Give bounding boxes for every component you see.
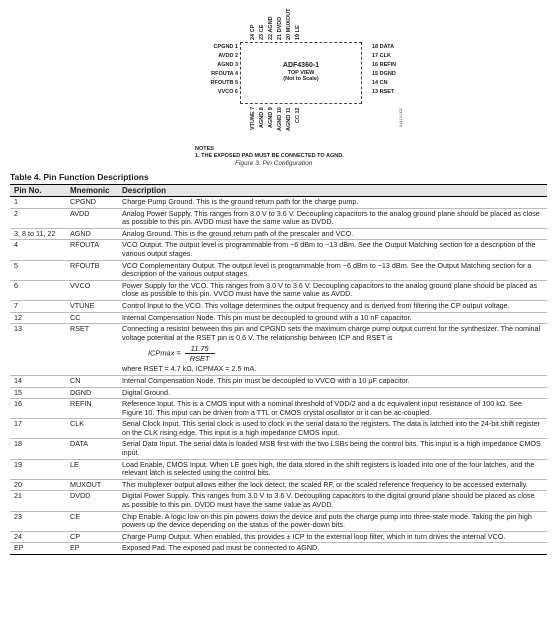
pin-number-cell: 21 [10,491,66,511]
pin-number-cell: EP [10,543,66,555]
mnemonic-cell: VTUNE [66,300,118,312]
bottom-pin: AGND 8 [259,107,265,128]
mnemonic-cell: EP [66,543,118,555]
description-text: Connecting a resistor between this pin and CPGND sets the maximum charge pump output current for the synthesizer. The nominal voltage potential at the RSET pin is 0.6 V. The relationship between ICP and RSET is [122,324,541,342]
description-cell: VCO Complementary Output. The output level is programmable from −6 dBm to −13 dBm. See the Output Matching section for a description of the various output stages. [118,260,547,280]
top-pin: 23 CE [259,24,265,40]
pin-number-cell: 16 [10,399,66,419]
description-cell: Power Supply for the VCO. This ranges from 3.0 V to 3.6 V. Decoupling capacitors to the analog ground plane should be placed as close as possible to this pin. VVCO must have the same value as AVDD. [118,280,547,300]
pin-number-cell: 14 [10,375,66,387]
header-pin-no: Pin No. [10,185,66,197]
pin-number-cell: 6 [10,280,66,300]
pin-number-cell: 2 [10,208,66,228]
mnemonic-cell: AVDD [66,208,118,228]
mnemonic-cell: CPGND [66,197,118,209]
mnemonic-cell: CE [66,511,118,531]
mnemonic-cell: CLK [66,419,118,439]
mnemonic-cell: RSET [66,324,118,376]
pin-number-cell: 12 [10,312,66,324]
description-cell: Digital Ground. [118,387,547,399]
notes-line: 1. THE EXPOSED PAD MUST BE CONNECTED TO AGND. [195,153,344,159]
left-pin: RFOUTB 5 [210,80,238,86]
mnemonic-cell: CC [66,312,118,324]
left-pin: VVCO 6 [217,89,238,95]
table-row [10,439,547,459]
formula-denominator: RSET [189,354,210,364]
table-row [10,419,547,439]
formula-note: where RSET = 4.7 kΩ, ICPMAX = 2.5 mA. [122,364,257,374]
description-cell: This multiplexer output allows either the lock detect, the scaled RF, or the scaled reference frequency to be accessed externally. [118,479,547,491]
mnemonic-cell: CP [66,531,118,543]
description-cell: Load Enable, CMOS Input. When LE goes high, the data stored in the shift registers is loaded into one of the four latches, and the relevant latch is selected using the control bits. [118,459,547,479]
description-cell: Analog Power Supply. This ranges from 3.0 V to 3.6 V. Decoupling capacitors to the analog ground plane should be placed as close as possible to this pin. AVDD must have the same value as DVDD. [118,208,547,228]
figure-notes [195,146,344,160]
chip-scale-label: (Not to Scale) [283,76,319,82]
table-row [10,280,547,300]
figure-caption: Figure 3. Pin Configuration [235,160,313,167]
notes-title: NOTES [195,146,214,152]
bottom-pin: AGND 9 [268,107,274,128]
left-pin: CPGND 1 [213,44,238,50]
pin-number-cell: 15 [10,387,66,399]
pin-function-table [10,184,547,555]
pin-number-cell: 1 [10,197,66,209]
top-pin: 19 LE [295,25,301,40]
header-description: Description [118,185,547,197]
icp-formula [122,342,543,365]
description-cell: Internal Compensation Node. This pin must be decoupled to VVCO with a 10 μF capacitor. [118,375,547,387]
pin-number-cell: 23 [10,511,66,531]
description-cell: Exposed Pad. The exposed pad must be connected to AGND. [118,543,547,555]
description-cell: Serial Data Input. The serial data is loaded MSB first with the two LSBs being the control bits. This input is a high impedance CMOS input. [118,439,547,459]
chip-view [246,70,356,82]
formula-numerator: 11.75 [185,344,215,354]
mnemonic-cell: RFOUTB [66,260,118,280]
description-cell: Control Input to the VCO. This voltage determines the output frequency and is derived from filtering the CP output voltage. [118,300,547,312]
bottom-pin: CC 12 [295,107,301,123]
table-header-row [10,185,547,197]
table-title: Table 4. Pin Function Descriptions [10,172,149,182]
description-cell: Analog Ground. This is the ground return path of the prescaler and VCO. [118,228,547,240]
top-pin: 21 DVDD [277,16,283,40]
pin-number-cell: 5 [10,260,66,280]
right-pin: 16 REFIN [372,62,397,68]
right-pin: 18 DATA [372,44,395,50]
description-cell: Digital Power Supply. This ranges from 3.0 V to 3.6 V. Decoupling capacitors to the digital ground plane should be placed as close as possible to this pin. DVDD must have the same value as AVDD. [118,491,547,511]
pin-number-cell: 24 [10,531,66,543]
right-pin: 17 CLK [372,53,391,59]
bottom-pin: AGND 11 [286,107,292,131]
table-row [10,300,547,312]
mnemonic-cell: DATA [66,439,118,459]
table-row [10,399,547,419]
mnemonic-cell: RFOUTA [66,240,118,260]
bottom-pin: VTUNE 7 [250,107,256,131]
description-cell [118,324,547,376]
pin-number-cell: 20 [10,479,66,491]
table-row [10,387,547,399]
description-cell: VCO Output. The output level is programmable from −6 dBm to −13 dBm. See the Output Matching section for a description of the various output stages. [118,240,547,260]
table-row [10,228,547,240]
table-row [10,511,547,531]
mnemonic-cell: MUXOUT [66,479,118,491]
formula-lhs: ICPmax = [148,348,181,358]
mnemonic-cell: AGND [66,228,118,240]
description-cell: Reference Input. This is a CMOS input with a nominal threshold of VDD/2 and a dc equivalent input resistance of 100 kΩ. See Figure 10. This input can be driven from a TTL or CMOS crystal oscillator or it can be ac-coupled. [118,399,547,419]
chip-view-label: TOP VIEW [287,70,315,76]
right-pin: 15 DGND [372,71,396,77]
table-row [10,312,547,324]
top-pin: 20 MUXOUT [286,8,292,40]
description-cell: Internal Compensation Node. This pin must be decoupled to ground with a 10 nF capacitor. [118,312,547,324]
right-pin: 13 RSET [372,89,395,95]
pin-number-cell: 13 [10,324,66,376]
figure-code: 04414-002 [398,108,403,128]
table-row [10,208,547,228]
left-pin: AVDD 2 [218,53,238,59]
pin-number-cell: 7 [10,300,66,312]
mnemonic-cell: CN [66,375,118,387]
formula-fraction [185,344,215,363]
description-cell: Charge Pump Output. When enabled, this provides ± ICP to the external loop filter, which in turn drives the internal VCO. [118,531,547,543]
pin-number-cell: 17 [10,419,66,439]
table-row [10,479,547,491]
mnemonic-cell: LE [66,459,118,479]
header-mnemonic: Mnemonic [66,185,118,197]
table-row [10,197,547,209]
right-pin: 14 CN [372,80,388,86]
pin-configuration-figure [150,0,410,170]
pin-number-cell: 3, 8 to 11, 22 [10,228,66,240]
left-pin: AGND 3 [217,62,238,68]
mnemonic-cell: REFIN [66,399,118,419]
description-cell: Serial Clock Input. This serial clock is used to clock in the serial data to the registers. The data is latched into the 24-bit shift register on the CLK rising edge. This input is a high impedance CMOS input. [118,419,547,439]
table-row [10,324,547,376]
top-pin: 24 CP [250,24,256,40]
chip-name: ADF4360-1 [282,62,320,69]
table-row [10,491,547,511]
table-row [10,531,547,543]
left-pin: RFOUTA 4 [211,71,238,77]
table-row [10,459,547,479]
table-row [10,375,547,387]
pin-number-cell: 18 [10,439,66,459]
pin-number-cell: 4 [10,240,66,260]
top-pin: 22 AGND [268,16,274,40]
table-row [10,240,547,260]
mnemonic-cell: DVDD [66,491,118,511]
mnemonic-cell: DGND [66,387,118,399]
table-row [10,543,547,555]
description-cell: Chip Enable. A logic low on this pin powers down the device and puts the charge pump into three-state mode. Taking the pin high powers up the device depending on the status of the power-down bits. [118,511,547,531]
pin-number-cell: 19 [10,459,66,479]
description-cell: Charge Pump Ground. This is the ground return path for the charge pump. [118,197,547,209]
mnemonic-cell: VVCO [66,280,118,300]
bottom-pin: AGND 10 [277,107,283,131]
table-row [10,260,547,280]
